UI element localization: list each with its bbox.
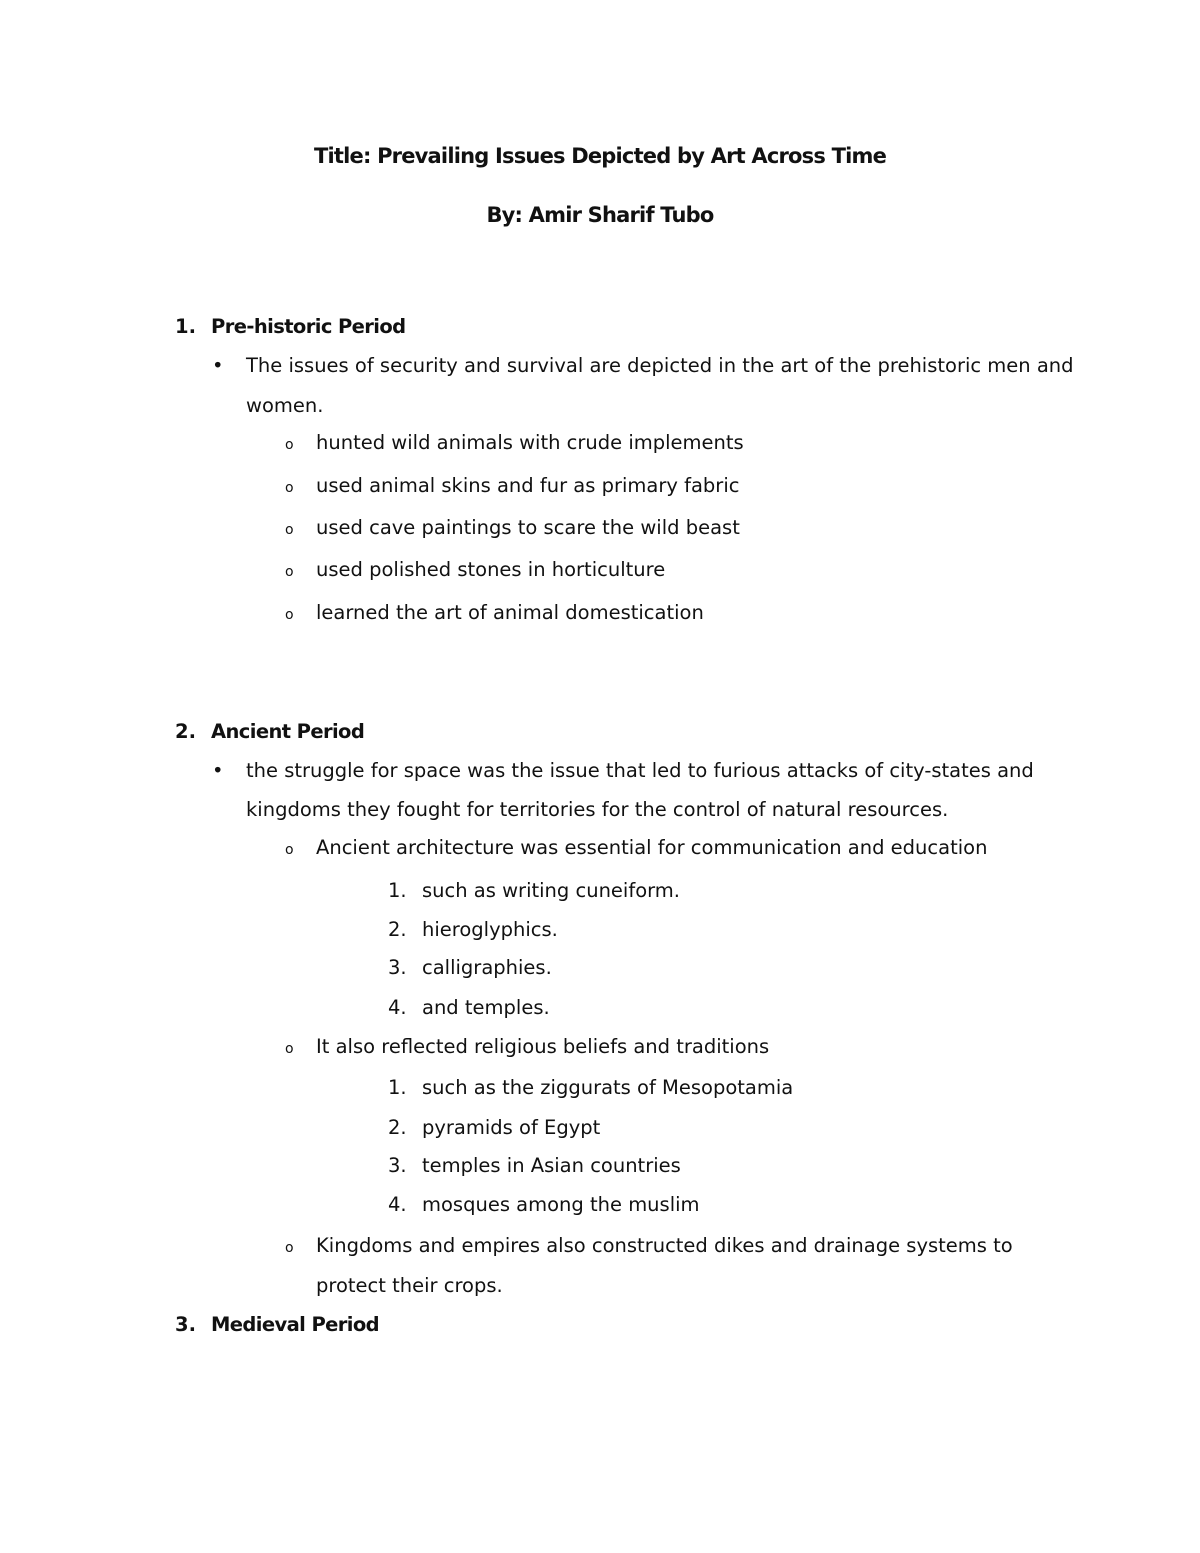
sub-item: pyramids of Egypt — [422, 1116, 601, 1139]
list-marker: o — [285, 564, 294, 580]
list-item: used polished stones in horticulture — [316, 558, 666, 581]
list-marker: o — [285, 1041, 294, 1057]
bullet-marker: • — [212, 354, 224, 377]
list-marker: o — [285, 480, 294, 496]
paragraph-line: The issues of security and survival are depicted in the art of the prehistoric men and — [246, 354, 1074, 377]
sub-item: mosques among the muslim — [422, 1193, 700, 1216]
sub-item: calligraphies. — [422, 956, 552, 979]
paragraph-line: the struggle for space was the issue that led to furious attacks of city-states and — [246, 759, 1034, 782]
list-marker: o — [285, 437, 294, 453]
sub-item-number: 4. — [388, 1193, 407, 1216]
list-marker: o — [285, 842, 294, 858]
list-item: hunted wild animals with crude implements — [316, 431, 744, 454]
section-number: 2. — [175, 720, 196, 743]
sub-item-number: 3. — [388, 956, 407, 979]
list-item: used cave paintings to scare the wild beast — [316, 516, 740, 539]
sub-item: such as writing cuneiform. — [422, 879, 681, 902]
sub-item: such as the ziggurats of Mesopotamia — [422, 1076, 794, 1099]
list-item: used animal skins and fur as primary fabric — [316, 474, 740, 497]
document-title: Title: Prevailing Issues Depicted by Art Across Time — [313, 144, 887, 168]
sub-item-number: 2. — [388, 918, 407, 941]
sub-item: and temples. — [422, 996, 550, 1019]
paragraph-line: women. — [246, 394, 324, 417]
list-marker: o — [285, 1240, 294, 1256]
paragraph-line: kingdoms they fought for territories for the control of natural resources. — [246, 798, 949, 821]
section-number: 3. — [175, 1313, 196, 1336]
list-item: protect their crops. — [316, 1274, 503, 1297]
sub-item-number: 2. — [388, 1116, 407, 1139]
sub-item-number: 1. — [388, 879, 407, 902]
list-item: Ancient architecture was essential for communication and education — [316, 836, 988, 859]
bullet-marker: • — [212, 759, 224, 782]
list-item: It also reflected religious beliefs and traditions — [316, 1035, 770, 1058]
sub-item-number: 4. — [388, 996, 407, 1019]
sub-item: temples in Asian countries — [422, 1154, 681, 1177]
list-item: learned the art of animal domestication — [316, 601, 704, 624]
list-item: Kingdoms and empires also constructed dikes and drainage systems to — [316, 1234, 1013, 1257]
section-heading: Medieval Period — [211, 1313, 380, 1336]
section-heading: Pre-historic Period — [211, 315, 406, 338]
section-heading: Ancient Period — [211, 720, 365, 743]
sub-item: hieroglyphics. — [422, 918, 558, 941]
section-number: 1. — [175, 315, 196, 338]
sub-item-number: 1. — [388, 1076, 407, 1099]
document-author: By: Amir Sharif Tubo — [486, 203, 714, 227]
sub-item-number: 3. — [388, 1154, 407, 1177]
list-marker: o — [285, 607, 294, 623]
list-marker: o — [285, 522, 294, 538]
